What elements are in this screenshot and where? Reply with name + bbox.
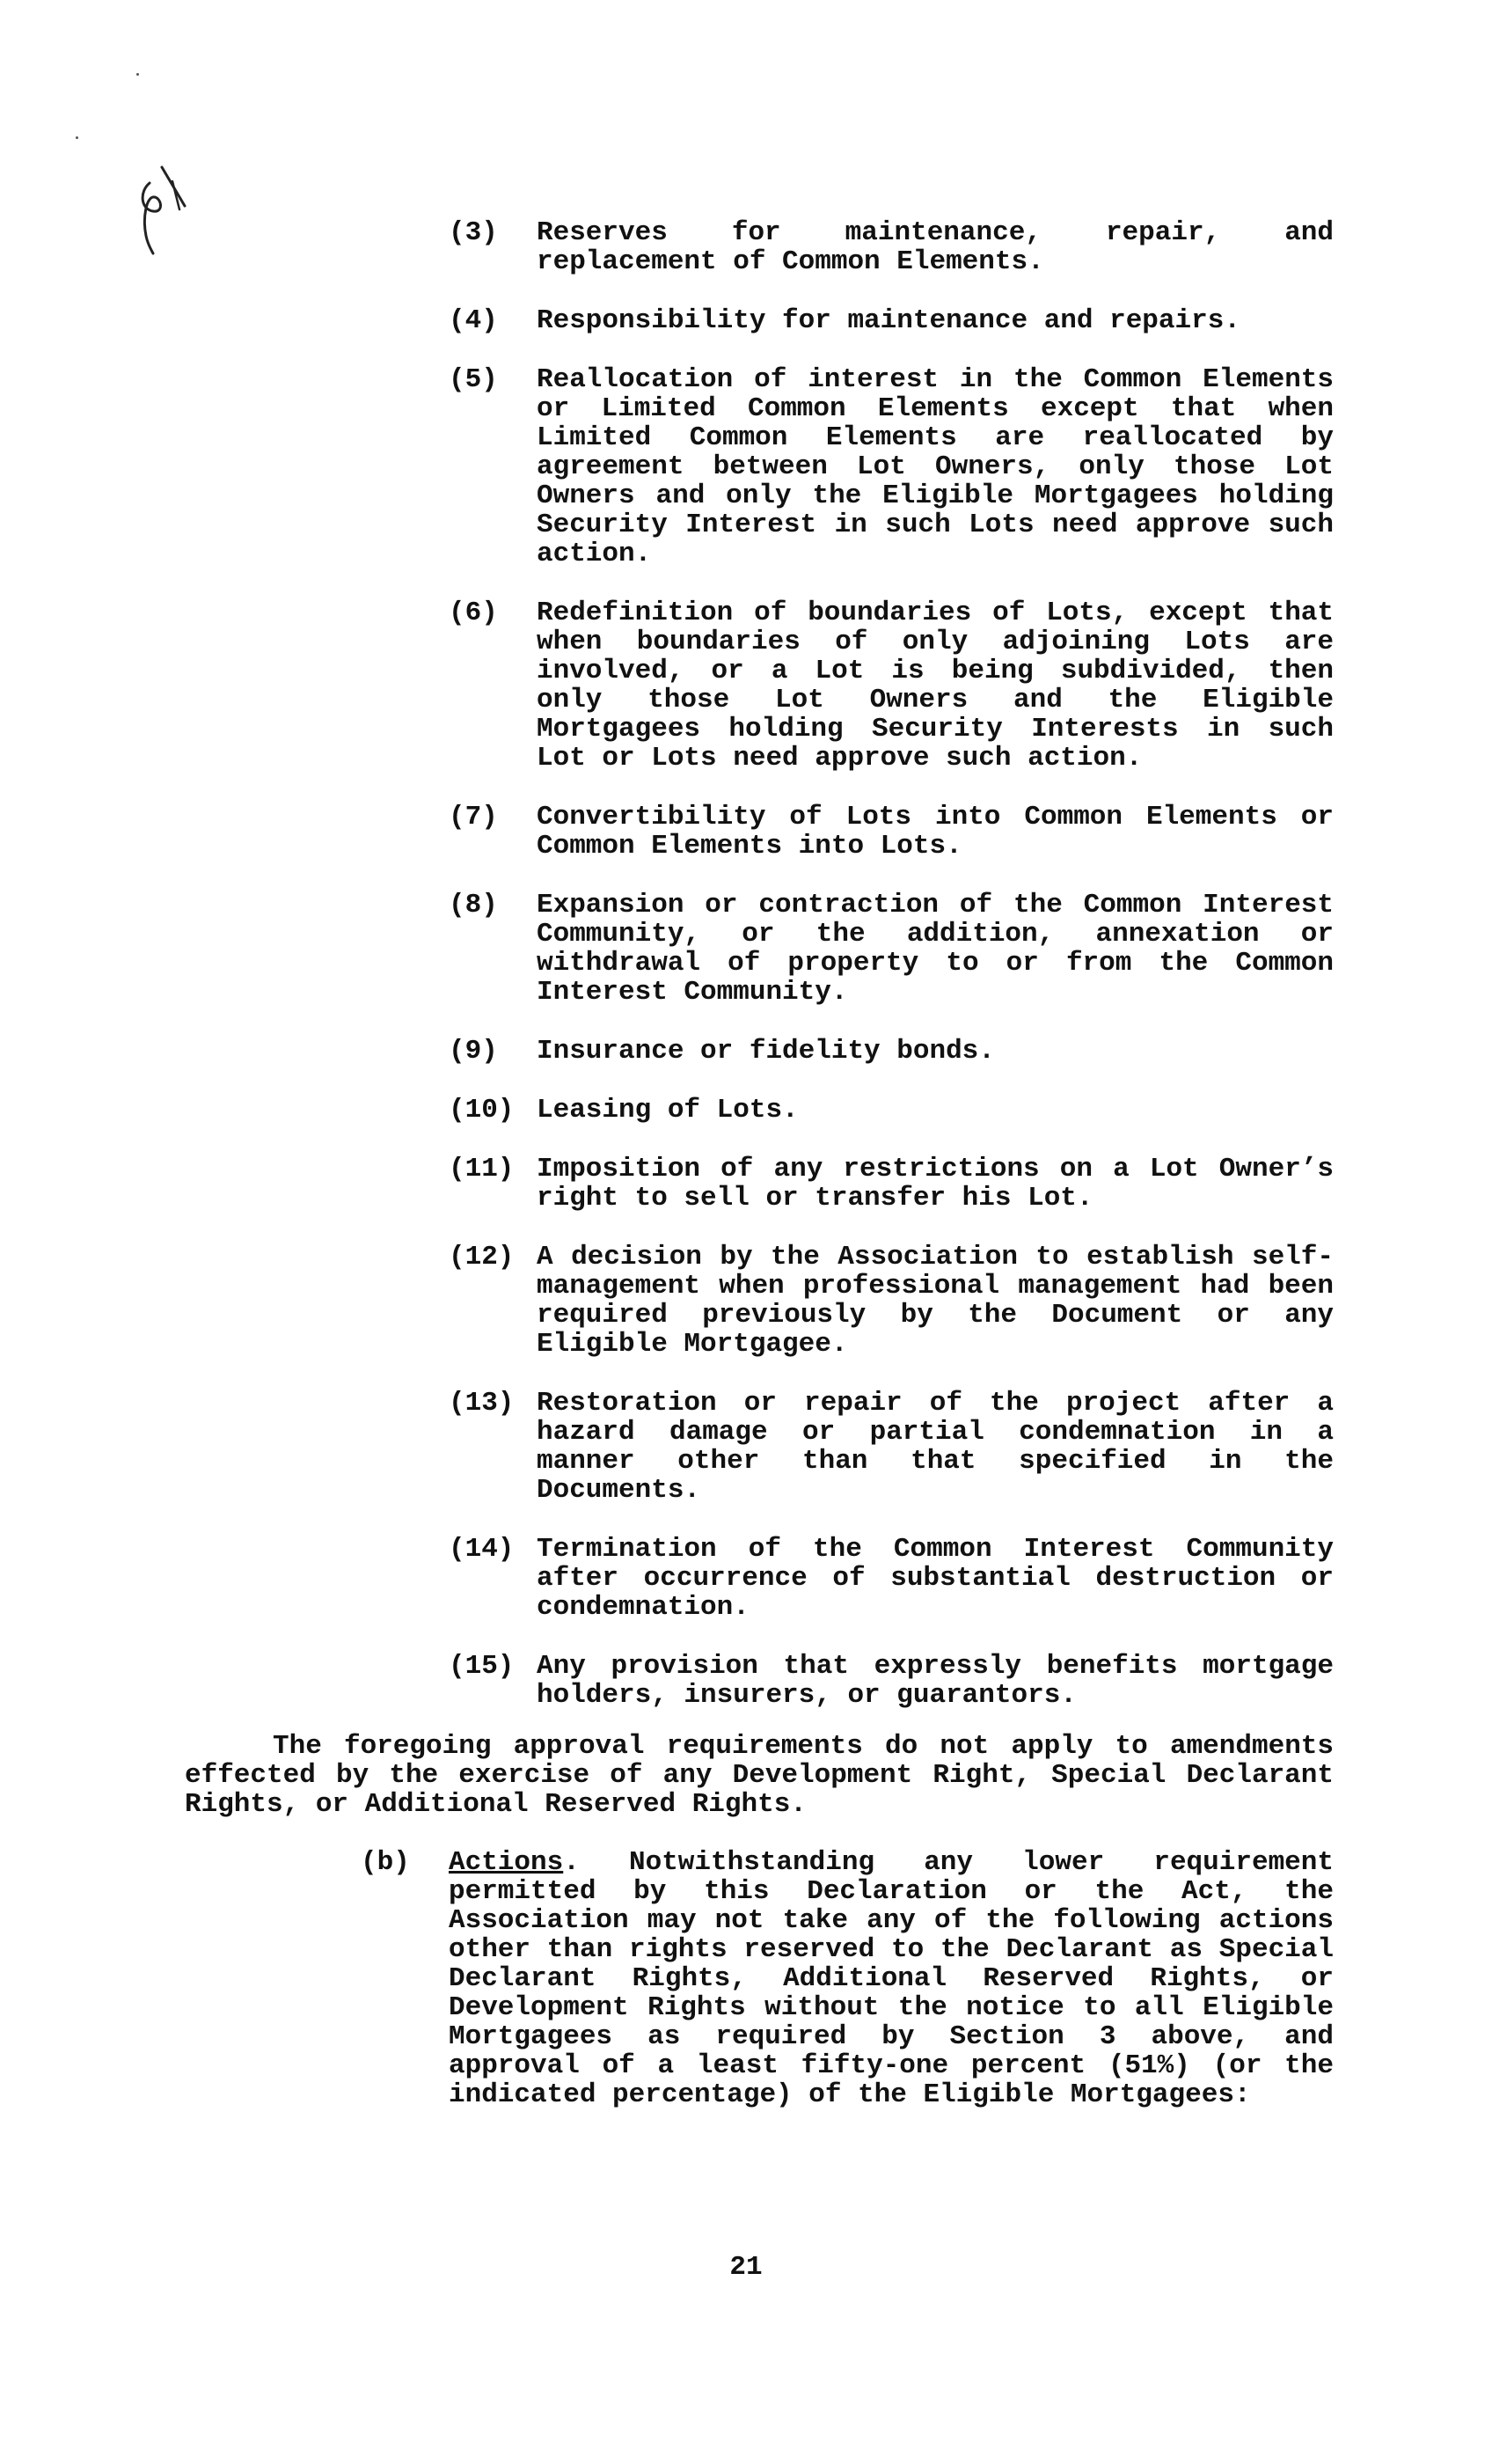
item-number: (6) (449, 598, 498, 628)
list-item (449, 891, 1334, 1007)
list-item (449, 803, 1334, 861)
list-item (449, 306, 1334, 335)
item-number: (14) (449, 1534, 515, 1565)
provision-list (449, 218, 1334, 1740)
list-item (449, 1243, 1334, 1359)
list-item (449, 1096, 1334, 1125)
item-number: (3) (449, 217, 498, 248)
subsection-number: (b) (361, 1847, 410, 1878)
item-text: Insurance or fidelity bonds. (537, 1036, 995, 1067)
subsection-body (449, 1848, 1334, 2109)
scan-speck (76, 136, 78, 139)
item-number: (15) (449, 1651, 515, 1682)
subsection-text: . Notwithstanding any lower requirement permitted by this Declaration or the Act, the Association may not take any of the following actions other than rights reserved to the Declarant as Special Declarant Rights, Additional Reserved Rights, or Development Rights without the notice to all Eligible Mortgagees as required by Section 3 above, and approval of a least fifty-one percent (51%) (or the indicated percentage) of the Eligible Mortgagees: (449, 1847, 1334, 2110)
item-text: Any provision that expressly benefits mortgage holders, insurers, or guarantors. (537, 1651, 1334, 1711)
item-text: A decision by the Association to establish self-management when professional management had been required previously by the Document or any Eligible Mortgagee. (537, 1242, 1334, 1360)
item-number: (7) (449, 802, 498, 832)
page-number: 21 (729, 2252, 763, 2283)
item-number: (11) (449, 1154, 515, 1184)
item-text: Expansion or contraction of the Common Interest Community, or the addition, annexation or withdrawal of property to or from the Common Interest Community. (537, 890, 1334, 1008)
item-number: (10) (449, 1095, 515, 1126)
item-text: Convertibility of Lots into Common Elements or Common Elements into Lots. (537, 802, 1334, 862)
list-item (449, 365, 1334, 568)
item-text: Reserves for maintenance, repair, and replacement of Common Elements. (537, 217, 1334, 277)
handwritten-mark (123, 157, 202, 262)
item-text: Responsibility for maintenance and repairs. (537, 305, 1240, 336)
list-item (449, 1652, 1334, 1710)
list-item (449, 1155, 1334, 1213)
item-text: Redefinition of boundaries of Lots, except that when boundaries of only adjoining Lots are involved, or a Lot is being subdivided, then only those Lot Owners and the Eligible Mortgagees holding Security Interests in such Lot or Lots need approve such action. (537, 598, 1334, 774)
item-text: Restoration or repair of the project after a hazard damage or partial condemnation in a manner other than that specified in the Documents. (537, 1388, 1334, 1506)
list-item (449, 1037, 1334, 1066)
list-item (449, 1389, 1334, 1505)
list-item (449, 218, 1334, 276)
subsection-b (361, 1848, 1334, 2109)
item-text: Imposition of any restrictions on a Lot Owner’s right to sell or transfer his Lot. (537, 1154, 1334, 1214)
item-number: (13) (449, 1388, 515, 1419)
item-text: Reallocation of interest in the Common Elements or Limited Common Elements except that when Limited Common Elements are reallocated by agreement between Lot Owners, only those Lot Owners and only the Eligible Mortgagees holding Security Interest in such Lots need approve such action. (537, 364, 1334, 569)
subsection-heading: Actions (449, 1847, 564, 1878)
item-text: Leasing of Lots. (537, 1095, 799, 1126)
scan-speck (136, 73, 139, 76)
item-number: (4) (449, 305, 498, 336)
list-item (449, 1535, 1334, 1622)
item-number: (5) (449, 364, 498, 395)
item-number: (8) (449, 890, 498, 920)
list-item (449, 598, 1334, 773)
item-text: Termination of the Common Interest Community after occurrence of substantial destruction or condemnation. (537, 1534, 1334, 1623)
paragraph: The foregoing approval requirements do not apply to amendments effected by the exercise of any Development Right, Special Declarant Rights, or Additional Reserved Rights. (185, 1731, 1334, 1820)
item-number: (12) (449, 1242, 515, 1272)
item-number: (9) (449, 1036, 498, 1067)
